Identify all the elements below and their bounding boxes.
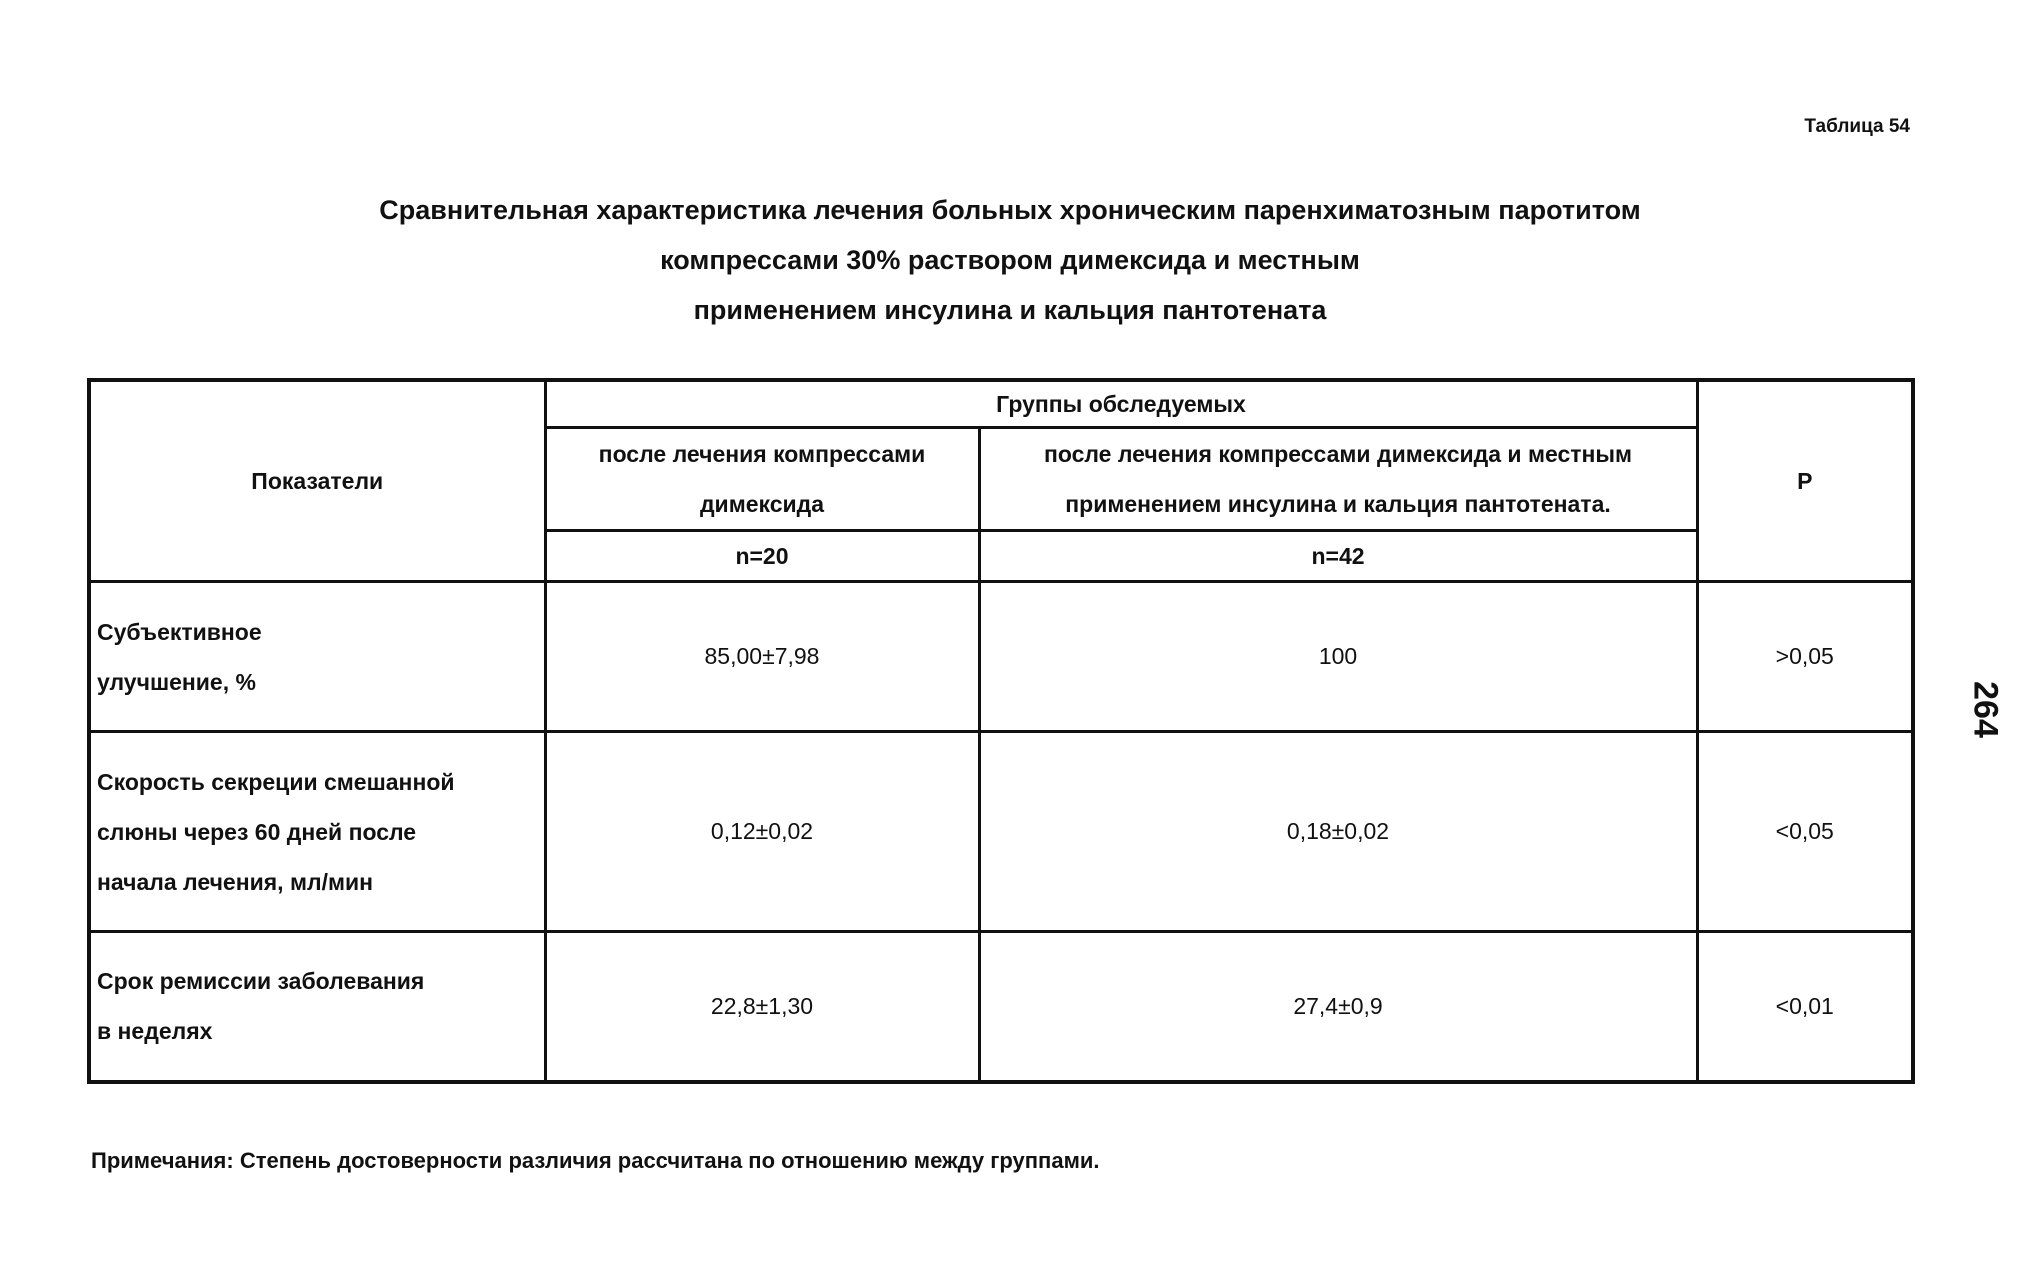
header-indicators: Показатели [89, 380, 545, 582]
table-row [89, 732, 1913, 932]
cell-p: <0,05 [1697, 732, 1913, 932]
row-label-line: слюны через 60 дней после [97, 818, 417, 845]
row-label-line: в неделях [97, 1018, 213, 1045]
row-label [89, 582, 545, 732]
header-p: P [1697, 380, 1913, 582]
cell-group-1: 22,8±1,30 [545, 932, 979, 1082]
table-row [89, 932, 1913, 1082]
header-groups: Группы обследуемых [545, 380, 1697, 428]
header-row-groups [89, 380, 1913, 428]
cell-group-2: 100 [979, 582, 1697, 732]
row-label [89, 932, 545, 1082]
cell-group-2: 27,4±0,9 [979, 932, 1697, 1082]
cell-group-2: 0,18±0,02 [979, 732, 1697, 932]
cell-group-1: 0,12±0,02 [545, 732, 979, 932]
header-group-1: после лечения компрессами димексида [545, 428, 979, 531]
title-line-2: компрессами 30% раствором димексида и местным [660, 245, 1360, 275]
row-label-line: Скорость секреции смешанной [97, 768, 455, 795]
row-label-line: Срок ремиссии заболевания [97, 968, 425, 995]
header-n-1: n=20 [545, 531, 979, 582]
header-n-2: n=42 [979, 531, 1697, 582]
footnote: Примечания: Степень достоверности различия рассчитана по отношению между группами. [91, 1148, 1100, 1173]
row-label-line: начала лечения, мл/мин [97, 868, 374, 895]
table-number-label: Таблица 54 [1804, 116, 1910, 137]
cell-p: >0,05 [1697, 582, 1913, 732]
title-line-1: Сравнительная характеристика лечения больных хроническим паренхиматозным паротитом [379, 195, 1641, 225]
cell-group-1: 85,00±7,98 [545, 582, 979, 732]
table-row [89, 582, 1913, 732]
page-number: 264 [1966, 681, 2005, 738]
table-title [240, 185, 1780, 335]
row-label-line: Субъективное [97, 618, 262, 645]
header-group-2: после лечения компрессами димексида и местным применением инсулина и кальция пантотената. [979, 428, 1697, 531]
row-label-line: улучшение, % [97, 668, 256, 695]
comparison-table [87, 378, 1915, 1084]
title-line-3: применением инсулина и кальция пантотената [693, 295, 1327, 325]
row-label [89, 732, 545, 932]
cell-p: <0,01 [1697, 932, 1913, 1082]
